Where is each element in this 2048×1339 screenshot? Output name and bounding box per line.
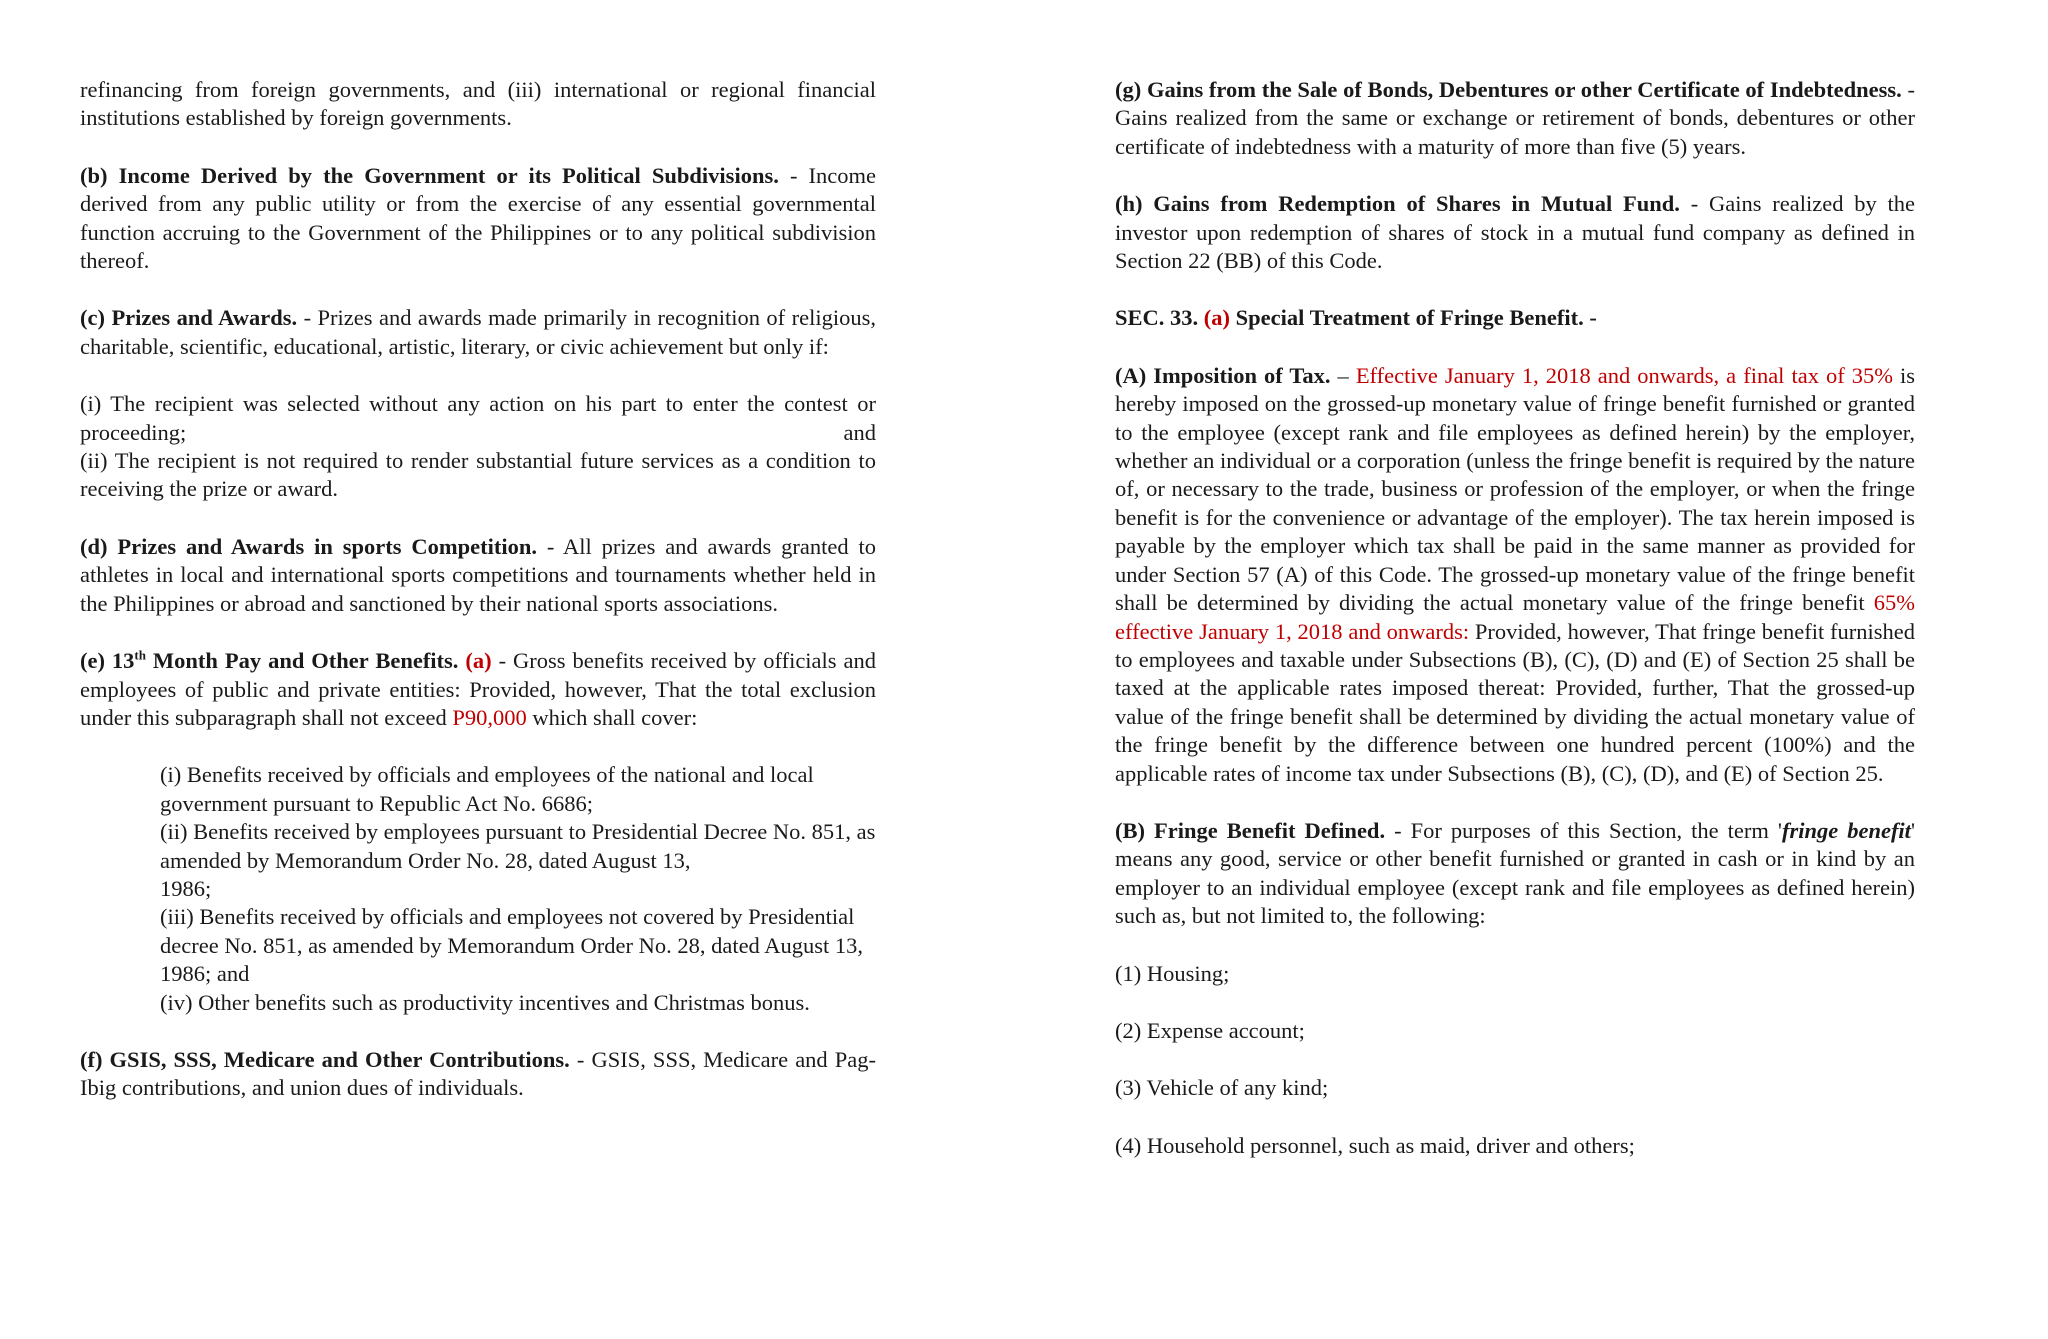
list-item-2: (2) Expense account; — [1115, 1017, 1305, 1043]
section-e-text-1: - Gross benefits received by officials and employees of public and private entities: Provided, however, That the total exclusion under this subparagraph shall not exceed — [80, 648, 876, 730]
section-d-paragraph — [80, 533, 876, 618]
left-column — [80, 76, 876, 1132]
e-list-item-ii-year: 1986; — [160, 875, 212, 901]
section-h-text: - Gains realized by the investor upon redemption of shares of stock in a mutual fund company as defined in Section 22 (BB) of this Code. — [1115, 191, 1916, 274]
section-f-heading: (f) GSIS, SSS, Medicare and Other Contributions. — [80, 1046, 570, 1072]
section-A-heading: (A) Imposition of Tax. — [1115, 362, 1331, 388]
e-list-item-iv: (iv) Other benefits such as productivity incentives and Christmas bonus. — [160, 989, 810, 1015]
section-d-heading: (d) Prizes and Awards in sports Competition. — [80, 533, 537, 559]
list-item-1: (1) Housing; — [1115, 960, 1230, 986]
section-c-text: - Prizes and awards made primarily in recognition of religious, charitable, scientific, educational, artistic, literary, or civic achievement but only if: — [80, 305, 876, 359]
condition-ii: (ii) The recipient is not required to render substantial future services as a condition to receiving the prize or award. — [80, 448, 876, 502]
sec33-amend-mark: (a) — [1203, 305, 1231, 331]
section-e-text-2: which shall cover: — [526, 704, 698, 730]
section-h-heading: (h) Gains from Redemption of Shares in Mutual Fund. — [1115, 191, 1680, 217]
section-e-heading-sup: th — [134, 647, 146, 663]
e-list-item-iii: (iii) Benefits received by officials and employees not covered by Presidential decree No. 851, as amended by Memorandum Order No. 28, dated August 13, 1986; and — [160, 904, 863, 987]
section-f-paragraph — [80, 1046, 876, 1103]
e-list-item-i: (i) Benefits received by officials and employees of the national and local government pursuant to Republic Act No. 6686; — [160, 762, 814, 816]
section-h-paragraph — [1115, 190, 1915, 275]
section-c-paragraph — [80, 304, 876, 361]
section-e-amend-mark: (a) — [465, 648, 492, 674]
section-g-paragraph — [1115, 76, 1915, 161]
section-c-conditions — [80, 390, 876, 504]
section-B-text-1: - For purposes of this Section, the term ' — [1385, 817, 1782, 843]
section-c-heading: (c) Prizes and Awards. — [80, 305, 298, 331]
section-A-text-1: is hereby imposed on the grossed-up monetary value of fringe benefit furnished or granted to the employee (except rank and file employees as defined herein) by the employer, whether an individual or a corporation (unless the fringe benefit is required by the nature of, or necessary to the trade, business or profession of the employer, or when the fringe benefit is for the convenience or advantage of the employer). The tax herein imposed is payable by the employer which tax shall be paid in the same manner as provided for under Section 57 (A) of this Code. The grossed-up monetary value of the fringe benefit shall be determined by dividing the actual monetary value of the fringe benefit — [1115, 362, 1916, 616]
section-e-amount: P90,000 — [452, 704, 527, 730]
section-d-text: - All prizes and awards granted to athletes in local and international sports competitions and tournaments whether held in the Philippines or abroad and sanctioned by their national sports associations. — [80, 533, 876, 616]
section-f-text: - GSIS, SSS, Medicare and Pag-Ibig contributions, and union dues of individuals. — [80, 1046, 876, 1101]
condition-i: (i) The recipient was selected without any action on his part to enter the contest or proceeding; and — [80, 391, 876, 445]
section-g-text: - Gains realized from the same or exchange or retirement of bonds, debentures or other certificate of indebtedness with a maturity of more than five (5) years. — [1115, 77, 1915, 159]
section-e-heading — [80, 648, 458, 673]
list-item-4: (4) Household personnel, such as maid, driver and others; — [1115, 1132, 1635, 1158]
e-list-item-ii: (ii) Benefits received by employees pursuant to Presidential Decree No. 851, as amended by Memorandum Order No. 28, dated August 13, — [160, 819, 876, 873]
list-item-3: (3) Vehicle of any kind; — [1115, 1075, 1329, 1101]
section-A-dash: – — [1330, 362, 1356, 388]
section-e-heading-post: Month Pay and Other Benefits. — [145, 648, 459, 674]
section-A-text-2: Provided, however, That fringe benefit furnished to employees and taxable under Subsections (B), (C), (D) and (E) of Section 25 shall be taxed at the applicable rates imposed thereat: Provided, further, That the grossed-up value of the fringe benefit shall be determined by dividing the actual monetary value of the fringe benefit by the difference between one hundred percent (100%) and the applicable rates of income tax under Subsections (B), (C), (D), and (E) of Section 25. — [1115, 618, 1915, 786]
section-b-text: - Income derived from any public utility or from the exercise of any essential governmental function accruing to the Government of the Philippines or to any political subdivision thereof. — [80, 162, 876, 274]
section-g-heading: (g) Gains from the Sale of Bonds, Debentures or other Certificate of Indebtedness. — [1115, 77, 1902, 102]
section-A-red-1: Effective January 1, 2018 and onwards, a final tax of 35% — [1355, 362, 1893, 388]
intro-paragraph: refinancing from foreign governments, and (iii) international or regional financial institutions established by foreign governments. — [80, 77, 876, 131]
section-e-heading-pre: (e) 13 — [80, 648, 135, 674]
section-B-term: fringe benefit — [1781, 817, 1911, 843]
right-column — [1115, 76, 1915, 1189]
sec33-heading — [1115, 304, 1915, 332]
sec33-pre: SEC. 33. — [1115, 305, 1204, 331]
sec33-post: Special Treatment of Fringe Benefit. - — [1230, 305, 1597, 331]
section-A-paragraph — [1115, 362, 1915, 788]
section-e-paragraph — [80, 647, 876, 732]
section-b-paragraph — [80, 162, 876, 276]
section-B-text-2: ' means any good, service or other benefit furnished or granted in cash or in kind by an employer to an individual employee (except rank and file employees as defined herein) such as, but not limited to, the following: — [1115, 817, 1915, 929]
section-e-list — [160, 761, 876, 1017]
section-B-paragraph — [1115, 817, 1915, 931]
section-b-heading: (b) Income Derived by the Government or its Political Subdivisions. — [80, 162, 779, 188]
section-A-red-2: 65% effective January 1, 2018 and onwards: — [1115, 590, 1915, 644]
section-B-heading: (B) Fringe Benefit Defined. — [1115, 817, 1386, 843]
